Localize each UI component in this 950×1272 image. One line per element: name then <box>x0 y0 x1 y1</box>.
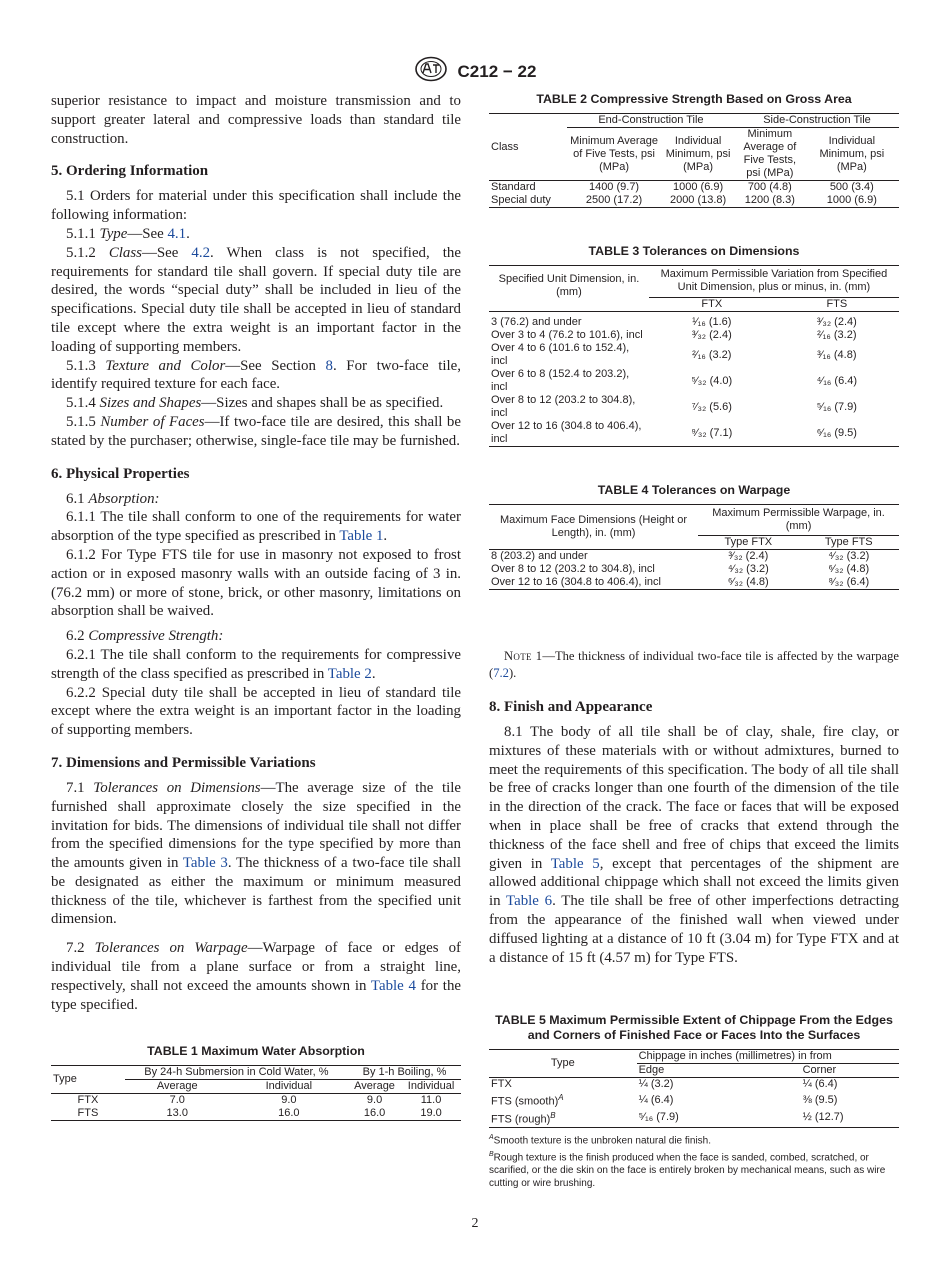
table-row: Over 8 to 12 (203.2 to 304.8), incl ⁷⁄₃₂ (5.6) ⁵⁄₁₆ (7.9) <box>491 394 857 419</box>
table-2-subheader: Minimum Average of Five Tests, psi (MPa) <box>735 128 805 181</box>
link-table-3[interactable]: Table 3 <box>182 855 228 872</box>
table-1-title: TABLE 1 Maximum Water Absorption <box>147 1044 365 1059</box>
left-column <box>51 92 461 1121</box>
table-2-col-class: Class <box>489 114 567 181</box>
table-row: Special duty 2500 (17.2) 2000 (13.8) 1200 (8.3) 1000 (6.9) <box>489 194 899 208</box>
table-row: Over 6 to 8 (152.4 to 203.2), incl ⁵⁄₃₂ (4.0) ⁴⁄₁₆ (6.4) <box>491 368 858 393</box>
para-6-2-1: 6.2.1 The tile shall conform to the requirements for compressive strength of the class specified as prescribed in Table 2. <box>51 646 461 682</box>
link-7-2[interactable]: 7.2 <box>493 666 509 680</box>
table-1-subheader: Individual <box>230 1080 348 1094</box>
para-6-1-2: 6.1.2 For Type FTS tile for use in masonry not exposed to frost action or in exposed masonry walls with an outside facing of 3 in. (76.2 mm) or more of stone, brick, or other masonry, limitations on absorption shall be waived. <box>51 546 461 620</box>
table-3-subheader: FTS <box>775 298 899 312</box>
page-header <box>0 56 950 87</box>
table-2-group-side: Side-Construction Tile <box>735 114 899 128</box>
section-6-heading: 6. Physical Properties <box>51 465 190 482</box>
right-column <box>489 92 899 1190</box>
link-table-6[interactable]: Table 6 <box>506 893 553 910</box>
link-table-2[interactable]: Table 2 <box>327 665 372 682</box>
table-2-group-end: End-Construction Tile <box>567 114 735 128</box>
table-row: Over 12 to 16 (304.8 to 406.4), incl ⁶⁄₃₂ (4.8) ⁸⁄₃₂ (6.4) <box>489 576 899 590</box>
link-4-1[interactable]: 4.1 <box>167 225 187 242</box>
table-5-footnote-a: $^A$Smooth texture is the unbroken natural die finish. <box>489 1133 712 1146</box>
section-8-heading: 8. Finish and Appearance <box>489 699 653 715</box>
para-8-1: 8.1 The body of all tile shall be of clay, shale, fire clay, or mixtures of these materials with or without admixtures, burned to meet the requirements of this specification. The body of all tile shall be free of cracks longer than one fourth of the dimension of the tile in the direction of the crack. The face or faces that will be exposed when in place shall be free of cracks that extend through the thickness of the face shell and free of chips that exceed the limits given in Table 5, except that percentages of the shipment are allowed additional chippage which shall not exceed the limits given in Table 6. The tile shall be free of other imperfections detracting from the appearance of the finished wall when viewed under diffused lighting at a distance of 10 ft (3.04 m) for Type FTX and at a distance of 15 ft (4.57 m) for Type FTS. <box>489 724 900 966</box>
para-5-1-4: 5.1.4 Sizes and Shapes—Sizes and shapes shall be as specified. <box>66 395 444 412</box>
table-2-subheader: Individual Minimum, psi (MPa) <box>661 128 735 181</box>
link-table-1[interactable]: Table 1 <box>339 528 384 545</box>
table-3-subheader: FTX <box>649 298 775 312</box>
table-row: FTX ¼ (3.2) ¼ (6.4) <box>491 1078 838 1091</box>
table-row: 8 (203.2) and under ³⁄₃₂ (2.4) ⁴⁄₃₂ (3.2) <box>491 550 870 562</box>
table-2-subheader: Individual Minimum, psi (MPa) <box>805 128 899 181</box>
table-4 <box>489 504 899 590</box>
table-1-subheader: Individual <box>401 1080 461 1094</box>
para-5-1: 5.1 Orders for material under this specification shall include the following information: <box>51 188 461 224</box>
section-5-heading: 5. Ordering Information <box>51 163 209 180</box>
table-row: Over 3 to 4 (76.2 to 101.6), incl ³⁄₃₂ (2.4) ²⁄₁₆ (3.2) <box>491 329 857 341</box>
table-5-title: TABLE 5 Maximum Permissible Extent of Chippage From the Edges and Corners of Finished Face or Faces Into the Surfaces <box>495 1013 893 1043</box>
table-1-col-1h: By 1-h Boiling, % <box>348 1066 461 1080</box>
table-1-subheader: Average <box>125 1080 230 1094</box>
para-6-1: 6.1 Absorption: <box>66 490 160 507</box>
table-1-col-24h: By 24-h Submersion in Cold Water, % <box>125 1066 348 1080</box>
para-5-1-1: 5.1.1 Type—See 4.1. <box>66 225 190 242</box>
table-row: Standard 1400 (9.7) 1000 (6.9) 700 (4.8) 500 (3.4) <box>491 181 874 193</box>
section-7-heading: 7. Dimensions and Permissible Variations <box>51 754 316 771</box>
table-4-subheader: Type FTS <box>799 536 899 550</box>
table-2-subheader: Minimum Average of Five Tests, psi (MPa) <box>567 128 661 181</box>
table-row: FTS 13.0 16.0 16.0 19.0 <box>51 1107 461 1121</box>
table-row: FTX 7.0 9.0 9.0 11.0 <box>77 1094 442 1107</box>
table-5-subheader: Edge <box>637 1064 801 1078</box>
para-6-1-1: 6.1.1 The tile shall conform to one of the requirements for water absorption of the type specified as prescribed in Table 1. <box>51 509 461 545</box>
note-1: Note 1—The thickness of individual two-face tile is affected by the warpage (7.2). <box>489 649 899 680</box>
table-1-subheader: Average <box>348 1080 401 1094</box>
astm-logo-icon <box>414 56 448 87</box>
table-row: FTS (smooth)$^A$ ¼ (6.4) ⅜ (9.5) <box>491 1093 838 1109</box>
link-table-4[interactable]: Table 4 <box>370 977 416 994</box>
table-4-col-dim: Maximum Face Dimensions (Height or Length), in. (mm) <box>489 505 698 550</box>
table-1-col-type: Type <box>51 1066 125 1094</box>
table-row: 3 (76.2) and under ¹⁄₁₆ (1.6) ³⁄₃₂ (2.4) <box>491 316 857 328</box>
table-3-col-dim: Specified Unit Dimension, in. (mm) <box>489 266 649 312</box>
table-2-title: TABLE 2 Compressive Strength Based on Gross Area <box>536 92 852 106</box>
para-6-2: 6.2 Compressive Strength: <box>66 628 224 645</box>
link-section-8[interactable]: 8 <box>325 357 333 374</box>
table-5-subheader: Corner <box>801 1064 899 1078</box>
table-3-title: TABLE 3 Tolerances on Dimensions <box>588 244 800 258</box>
table-5-footnote-b: $^B$Rough texture is the finish produced when the face is sanded, combed, scratched, or scarified, or the die skin on the face is entirely broken by mechanical means, such as wire cutting or wire brushing. <box>489 1151 886 1190</box>
table-row: Over 12 to 16 (304.8 to 406.4), incl ⁹⁄₃₂ (7.1) ⁶⁄₁₆ (9.5) <box>489 420 899 447</box>
table-row: Over 4 to 6 (101.6 to 152.4), incl ²⁄₁₆ (3.2) ³⁄₁₆ (4.8) <box>491 342 857 367</box>
standard-code: C212 − 22 <box>457 61 537 81</box>
para-5-1-3: 5.1.3 Texture and Color—See Section 8. For two-face tile, identify required texture for each face. <box>51 357 461 393</box>
link-table-5[interactable]: Table 5 <box>550 855 600 872</box>
table-1 <box>51 1065 461 1121</box>
page-number: 2 <box>471 1216 479 1231</box>
para-5-1-5: 5.1.5 Number of Faces—If two-face tile are desired, this shall be stated by the purchaser; otherwise, single-face tile may be furnished. <box>51 413 461 449</box>
table-2 <box>489 113 899 208</box>
table-row: FTS (rough)$^B$ ⁵⁄₁₆ (7.9) ½ (12.7) <box>489 1109 899 1127</box>
table-row: Over 8 to 12 (203.2 to 304.8), incl ⁴⁄₃₂ (3.2) ⁶⁄₃₂ (4.8) <box>491 563 870 575</box>
table-4-col-warpage: Maximum Permissible Warpage, in. (mm) <box>698 505 899 536</box>
intro-paragraph: superior resistance to impact and moisture transmission and to support greater lateral and compressive loads than standard tile construction. <box>51 93 461 147</box>
para-7-2: 7.2 Tolerances on Warpage—Warpage of face or edges of individual tile from a plane surface or from a straight line, respectively, shall not exceed the amounts shown in Table 4 for the type specified. <box>51 940 461 1013</box>
para-5-1-2: 5.1.2 Class—See 4.2. When class is not specified, the requirements for standard tile shall govern. If special duty tile are desired, the words “special duty” shall be included in lieu of the specifications. Special duty tile shall be accepted in lieu of standard tile except where the extra weight is an important factor in the loading of supporting members. <box>51 244 461 355</box>
para-6-2-2: 6.2.2 Special duty tile shall be accepted in lieu of standard tile except where the extra weight is an important factor in the loading of supporting members. <box>51 684 461 739</box>
table-4-subheader: Type FTX <box>698 536 798 550</box>
table-5 <box>489 1049 899 1127</box>
table-5-col-chippage: Chippage in inches (millimetres) in from <box>637 1050 899 1064</box>
table-5-col-type: Type <box>489 1050 637 1078</box>
table-3 <box>489 265 899 447</box>
table-3-col-var: Maximum Permissible Variation from Specified Unit Dimension, plus or minus, in. (mm) <box>649 266 899 298</box>
link-4-2[interactable]: 4.2 <box>191 244 211 261</box>
table-4-title: TABLE 4 Tolerances on Warpage <box>597 483 791 497</box>
para-7-1: 7.1 Tolerances on Dimensions—The average size of the tile furnished shall approximate closely the size specified in the invitation for bids. The dimensions of individual tile shall not differ from the specified dimensions for the type specified by more than the amounts given in Table 3. The thickness of a two-face tile shall be designated as either the maximum or minimum measured thickness of the tile, whichever is farthest from the specified unit dimension. <box>51 779 461 928</box>
